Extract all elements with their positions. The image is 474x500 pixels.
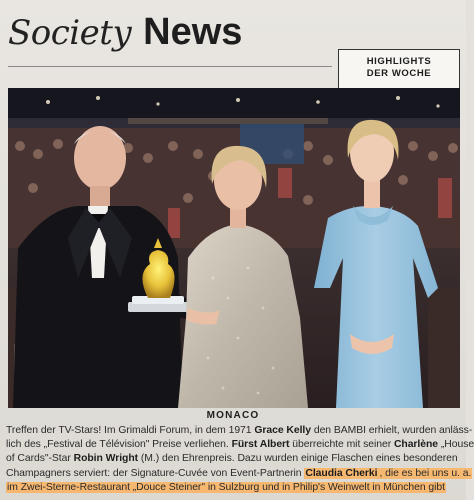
caption-text	[6, 424, 474, 495]
header-rule	[8, 66, 332, 67]
caption-line-5: im Zwei-Sterne-Restaurant „Douce Steiner" in Sulzburg und in Philip's Weinwelt in München gibt	[7, 481, 445, 493]
masthead	[8, 4, 338, 66]
masthead-society: Society	[8, 13, 132, 53]
caption-location: MONACO	[206, 410, 260, 421]
photo-illustration	[8, 88, 460, 408]
caption-line-4: Champagners serviert: der Signature-Cuvée von Event-Partnerin Claudia Cherki , die es bei uns u. a.	[6, 467, 472, 479]
caption-line-3: of Cards"-Star Robin Wright (M.) den Ehrenpreis. Dazu wurden einige Flaschen eines besonderen	[6, 453, 458, 465]
caption-line-2: lich des „Festival de Télévision" Preise verliehen. Fürst Albert überreichte mit seiner Charlène „House	[6, 439, 474, 451]
highlights-title: HIGHLIGHTS DER WOCHE	[366, 56, 432, 79]
caption-line-1: Treffen der TV-Stars! Im Grimaldi Forum, in dem 1971 Grace Kelly den BAMBI erhielt, wurden anläss-	[6, 425, 473, 436]
event-photo	[8, 88, 460, 408]
masthead-news: News	[143, 11, 243, 53]
